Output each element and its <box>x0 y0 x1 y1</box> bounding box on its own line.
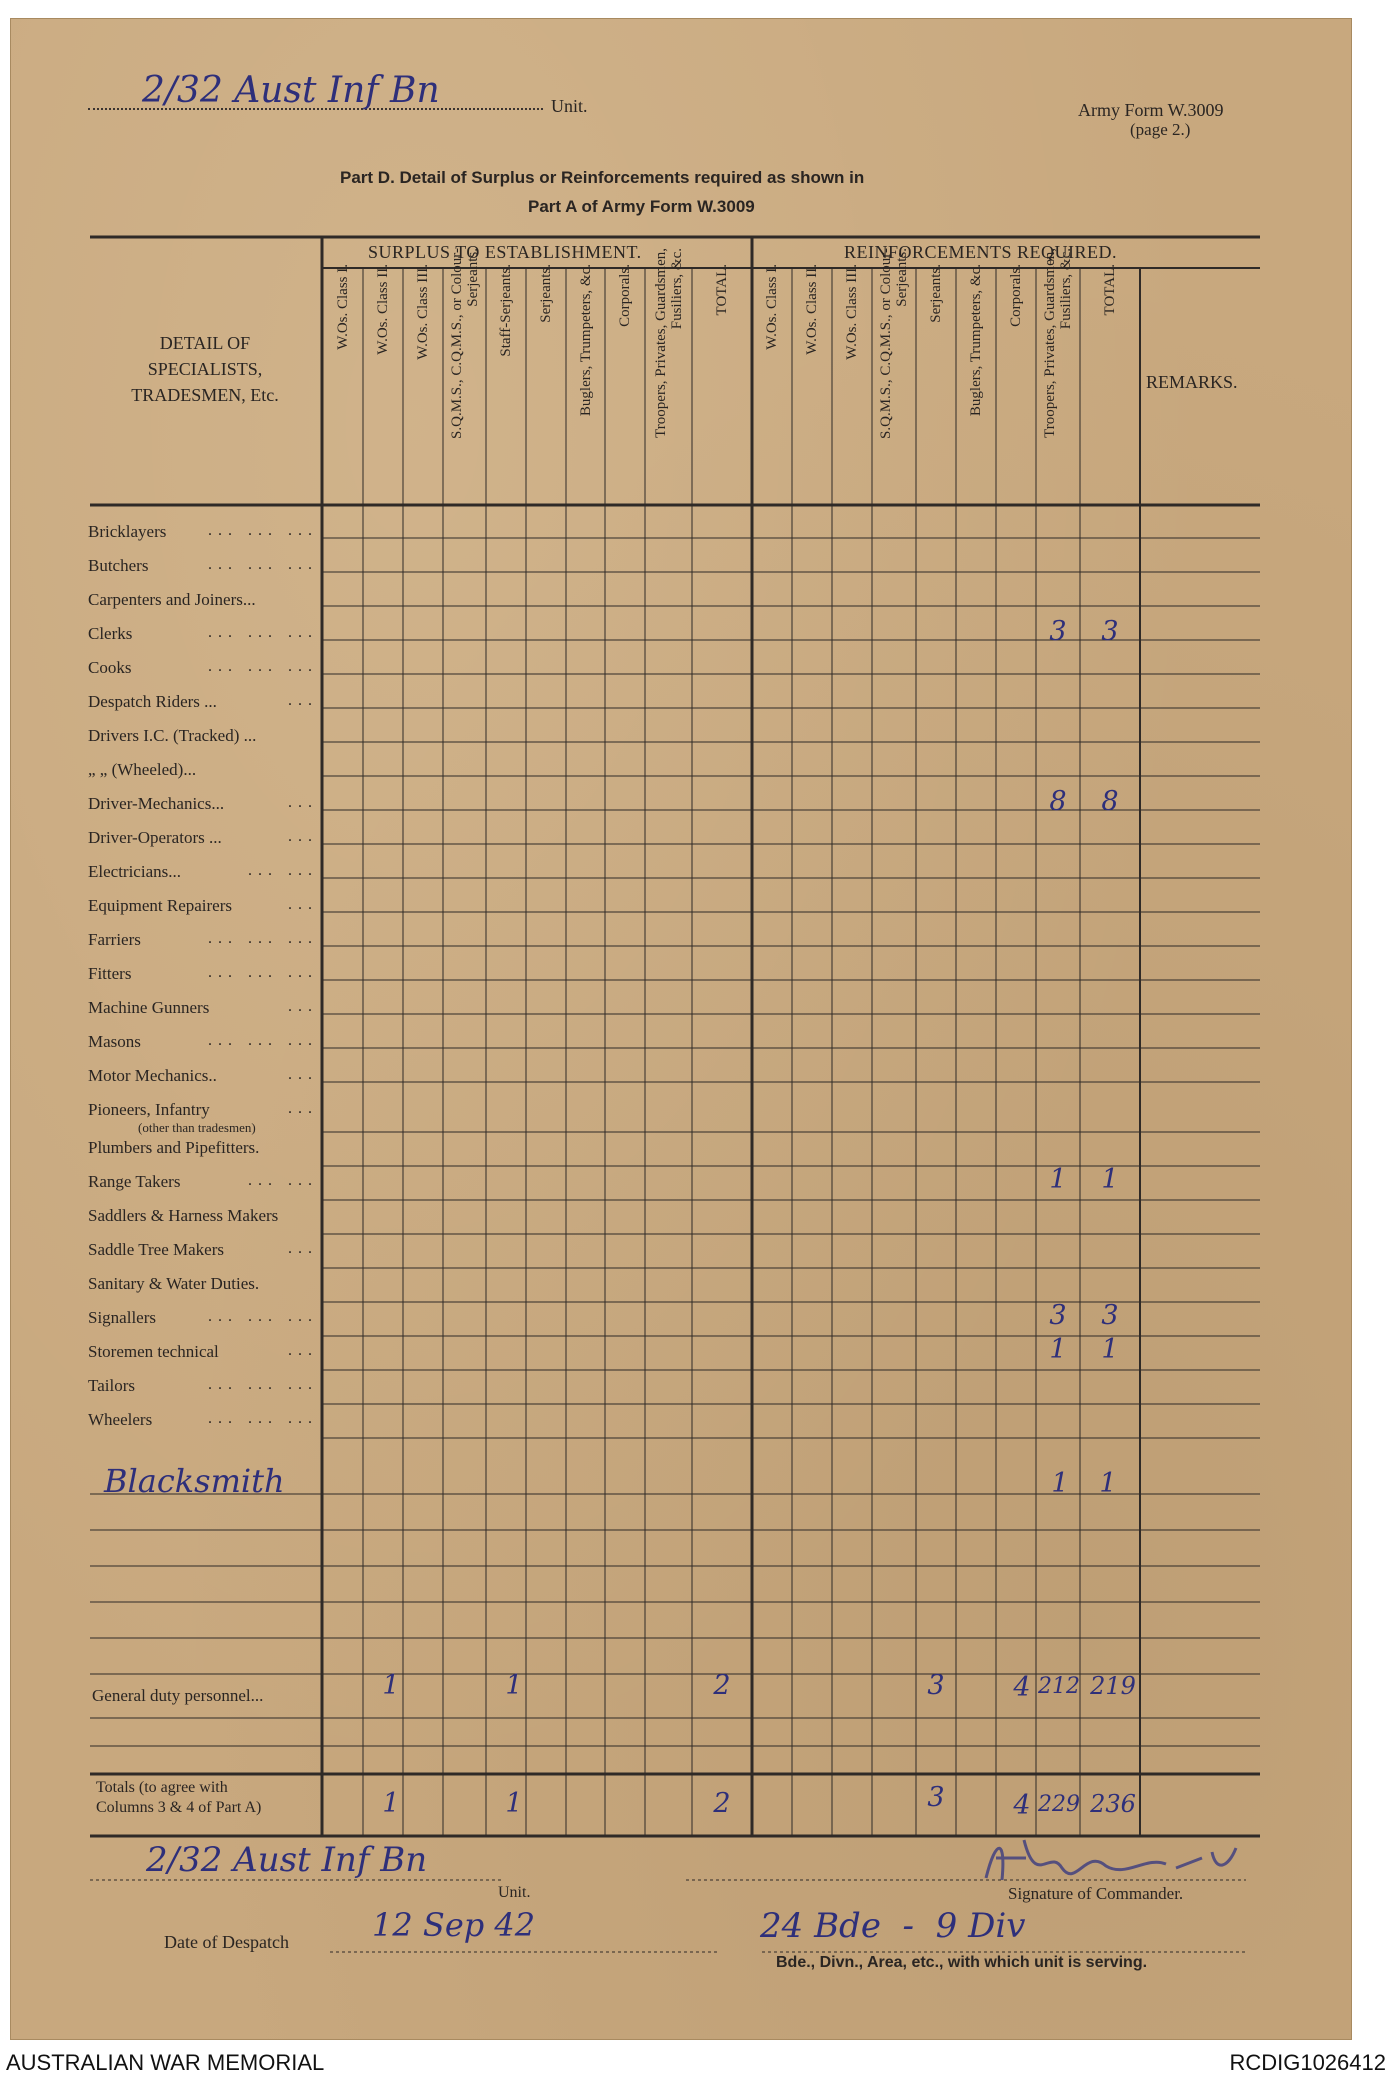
reinforcement-col-6 <box>956 264 996 500</box>
row-troopers-value: 3 <box>1049 616 1067 647</box>
row-label: Pioneers, Infantry <box>88 1100 210 1119</box>
date-handwritten: 12 Sep 42 <box>372 1906 536 1944</box>
surplus-col-label: W.Os. Class III. <box>415 264 431 360</box>
gdp-reinf-total: 219 <box>1090 1672 1136 1700</box>
gdp-reinf-corporals: 4 <box>1013 1672 1031 1703</box>
form-title-line1: Part D. Detail of Surplus or Reinforcements required as shown in <box>340 168 865 187</box>
row-leader-dots: ... ... ... <box>208 658 318 675</box>
detail-header-line2: SPECIALISTS, <box>147 359 263 379</box>
row-leader-dots: ... ... ... <box>208 522 318 539</box>
surplus-col-7 <box>566 264 605 500</box>
row-total-value: 3 <box>1101 616 1119 647</box>
row-leader-dots: ... ... ... <box>208 1308 318 1325</box>
gdp-reinf-troopers: 212 <box>1038 1674 1080 1699</box>
totals-reinf-serjeants: 3 <box>927 1782 945 1813</box>
totals-reinf-total: 236 <box>1090 1790 1136 1818</box>
gdp-surplus-total: 2 <box>713 1670 731 1701</box>
row-label: Driver-Operators ... <box>88 828 222 847</box>
surplus-col-6 <box>526 264 566 500</box>
gdp-surplus-staff-sjt: 1 <box>505 1670 523 1701</box>
surplus-col-label: Serjeants. <box>538 264 554 323</box>
reinforcement-col-label: S.Q.M.S., C.Q.M.S., or Colour-Serjeants. <box>878 248 910 439</box>
row-leader-dots: ... <box>288 998 318 1015</box>
row-troopers-value: 1 <box>1049 1164 1067 1195</box>
surplus-col-label: Corporals. <box>617 264 633 327</box>
surplus-group-header: SURPLUS TO ESTABLISHMENT. <box>368 242 642 262</box>
row-leader-dots: ... ... ... <box>208 624 318 641</box>
row-leader-dots: ... <box>288 1240 318 1257</box>
row-label: Sanitary & Water Duties. <box>88 1274 260 1293</box>
totals-label-line1: Totals (to agree with <box>96 1779 228 1796</box>
reinforcement-col-7 <box>996 264 1036 500</box>
row-label: Range Takers <box>88 1172 181 1191</box>
row-label: Saddlers & Harness Makers <box>88 1206 279 1225</box>
reinforcement-col-label: W.Os. Class II. <box>804 264 820 355</box>
row-leader-dots: ... ... <box>248 862 318 879</box>
footer-left: AUSTRALIAN WAR MEMORIAL <box>6 2050 325 2075</box>
surplus-col-label: TOTAL. <box>714 264 730 316</box>
row-label: Carpenters and Joiners... <box>88 590 256 609</box>
row-leader-dots: ... <box>288 794 318 811</box>
row-leader-dots: ... ... ... <box>208 1410 318 1427</box>
row-label: Bricklayers <box>88 522 167 541</box>
blacksmith-label: Blacksmith <box>104 1462 285 1500</box>
surplus-col-9 <box>645 248 692 500</box>
blacksmith-total: 1 <box>1099 1468 1117 1499</box>
totals-reinf-troopers: 229 <box>1038 1792 1080 1817</box>
surplus-col-label: Buglers, Trumpeters, &c. <box>577 264 594 417</box>
pioneers-note: (other than tradesmen) <box>138 1120 256 1135</box>
gdp-reinf-serjeants: 3 <box>927 1670 945 1701</box>
form-name: Army Form W.3009 <box>1078 100 1224 120</box>
row-leader-dots: ... <box>288 1342 318 1359</box>
row-label: Fitters <box>88 964 132 983</box>
surplus-col-label: W.Os. Class II. <box>375 264 391 355</box>
detail-header-line3: TRADESMEN, Etc. <box>131 385 279 405</box>
row-total-value: 1 <box>1101 1334 1119 1365</box>
gdp-label: General duty personnel... <box>92 1686 264 1705</box>
row-leader-dots: ... ... ... <box>208 930 318 947</box>
reinforcement-col-2 <box>792 264 832 500</box>
row-total-value: 3 <box>1101 1300 1119 1331</box>
surplus-col-5 <box>486 264 526 500</box>
totals-surplus-total: 2 <box>713 1788 731 1819</box>
row-label: Butchers <box>88 556 149 575</box>
surplus-col-10 <box>692 264 752 500</box>
surplus-col-label: S.Q.M.S., C.Q.M.S., or Colour-Serjeants. <box>448 248 481 439</box>
row-leader-dots: ... <box>288 1100 318 1117</box>
unit-label: Unit. <box>551 96 588 116</box>
remarks-header: REMARKS. <box>1146 372 1238 392</box>
row-leader-dots: ... <box>288 1066 318 1083</box>
row-label: Tailors <box>88 1376 135 1395</box>
surplus-col-label: Troopers, Privates, Guardsmen, Fusiliers, &c. <box>652 248 685 438</box>
row-label: Electricians... <box>88 862 181 881</box>
reinforcement-col-8 <box>1036 248 1080 500</box>
footer-right: RCDIG1026412 <box>1229 2050 1386 2075</box>
totals-reinf-corporals: 4 <box>1013 1790 1031 1821</box>
bottom-unit-handwritten: 2/32 Aust Inf Bn <box>146 1840 428 1880</box>
row-total-value: 8 <box>1101 786 1119 817</box>
reinforcement-col-label: TOTAL. <box>1102 264 1118 316</box>
row-leader-dots: ... ... ... <box>208 556 318 573</box>
row-total-value: 1 <box>1101 1164 1119 1195</box>
row-leader-dots: ... ... ... <box>208 1376 318 1393</box>
reinforcement-col-3 <box>832 264 872 500</box>
row-label: Storemen technical <box>88 1342 219 1361</box>
row-label: Masons <box>88 1032 141 1051</box>
reinforcement-col-4 <box>872 248 916 500</box>
reinforcement-col-9 <box>1080 264 1140 500</box>
row-label: Signallers <box>88 1308 156 1327</box>
surplus-col-2 <box>363 264 403 500</box>
row-label: Driver-Mechanics... <box>88 794 225 813</box>
date-label: Date of Despatch <box>164 1932 289 1952</box>
reinforcement-col-label: Serjeants. <box>928 264 944 323</box>
surplus-col-8 <box>605 264 645 500</box>
row-leader-dots: ... <box>288 828 318 845</box>
row-label: Motor Mechanics.. <box>88 1066 217 1085</box>
row-troopers-value: 1 <box>1049 1334 1067 1365</box>
bottom-unit-label: Unit. <box>498 1884 531 1901</box>
row-troopers-value: 3 <box>1049 1300 1067 1331</box>
formation-handwritten: 24 Bde - 9 Div <box>760 1906 1026 1946</box>
surplus-col-label: W.Os. Class I. <box>334 264 351 350</box>
row-leader-dots: ... <box>288 896 318 913</box>
totals-label-line2: Columns 3 & 4 of Part A) <box>96 1799 262 1816</box>
reinforcement-col-label: W.Os. Class III. <box>844 264 860 360</box>
row-leader-dots: ... ... ... <box>208 1032 318 1049</box>
surplus-col-1 <box>322 264 363 500</box>
surplus-col-4 <box>443 248 486 500</box>
surplus-col-label: Staff-Serjeants. <box>498 264 514 357</box>
row-label: Saddle Tree Makers <box>88 1240 224 1259</box>
row-troopers-value: 8 <box>1049 786 1067 817</box>
reinforcement-col-1 <box>752 264 792 500</box>
totals-label <box>96 1778 261 1818</box>
row-leader-dots: ... ... <box>248 1172 318 1189</box>
row-label: Machine Gunners <box>88 998 210 1017</box>
reinforcement-col-5 <box>916 264 956 500</box>
row-label: „ „ (Wheeled)... <box>88 760 197 779</box>
totals-surplus-wo2: 1 <box>382 1788 400 1819</box>
reinforcements-group-header: REINFORCEMENTS REQUIRED. <box>844 242 1118 262</box>
totals-surplus-staff-sjt: 1 <box>505 1788 523 1819</box>
row-label: Plumbers and Pipefitters. <box>88 1138 260 1157</box>
blacksmith-troopers: 1 <box>1051 1468 1069 1499</box>
form-page: (page 2.) <box>1130 120 1191 139</box>
row-label: Drivers I.C. (Tracked) ... <box>88 726 257 745</box>
row-label: Equipment Repairers <box>88 896 232 915</box>
row-label: Farriers <box>88 930 141 949</box>
row-leader-dots: ... <box>288 692 318 709</box>
reinforcement-col-label: Corporals. <box>1008 264 1024 327</box>
reinforcement-col-label: W.Os. Class I. <box>764 264 780 350</box>
reinforcement-col-label: Buglers, Trumpeters, &c. <box>968 264 984 417</box>
unit-handwritten: 2/32 Aust Inf Bn <box>142 70 440 111</box>
row-label: Cooks <box>88 658 132 677</box>
row-label: Despatch Riders ... <box>88 692 217 711</box>
row-label: Clerks <box>88 624 133 643</box>
detail-header <box>92 330 318 408</box>
gdp-surplus-wo2: 1 <box>382 1670 400 1701</box>
detail-header-line1: DETAIL OF <box>159 333 251 353</box>
reinforcement-col-label: Troopers, Privates, Guardsmen, Fusiliers, &c. <box>1042 248 1074 438</box>
formation-label: Bde., Divn., Area, etc., with which unit is serving. <box>776 1954 1148 1971</box>
row-label: Wheelers <box>88 1410 153 1429</box>
signature-label: Signature of Commander. <box>1008 1884 1184 1903</box>
form-title-line2: Part A of Army Form W.3009 <box>528 197 755 216</box>
surplus-col-3 <box>403 264 443 500</box>
row-leader-dots: ... ... ... <box>208 964 318 981</box>
